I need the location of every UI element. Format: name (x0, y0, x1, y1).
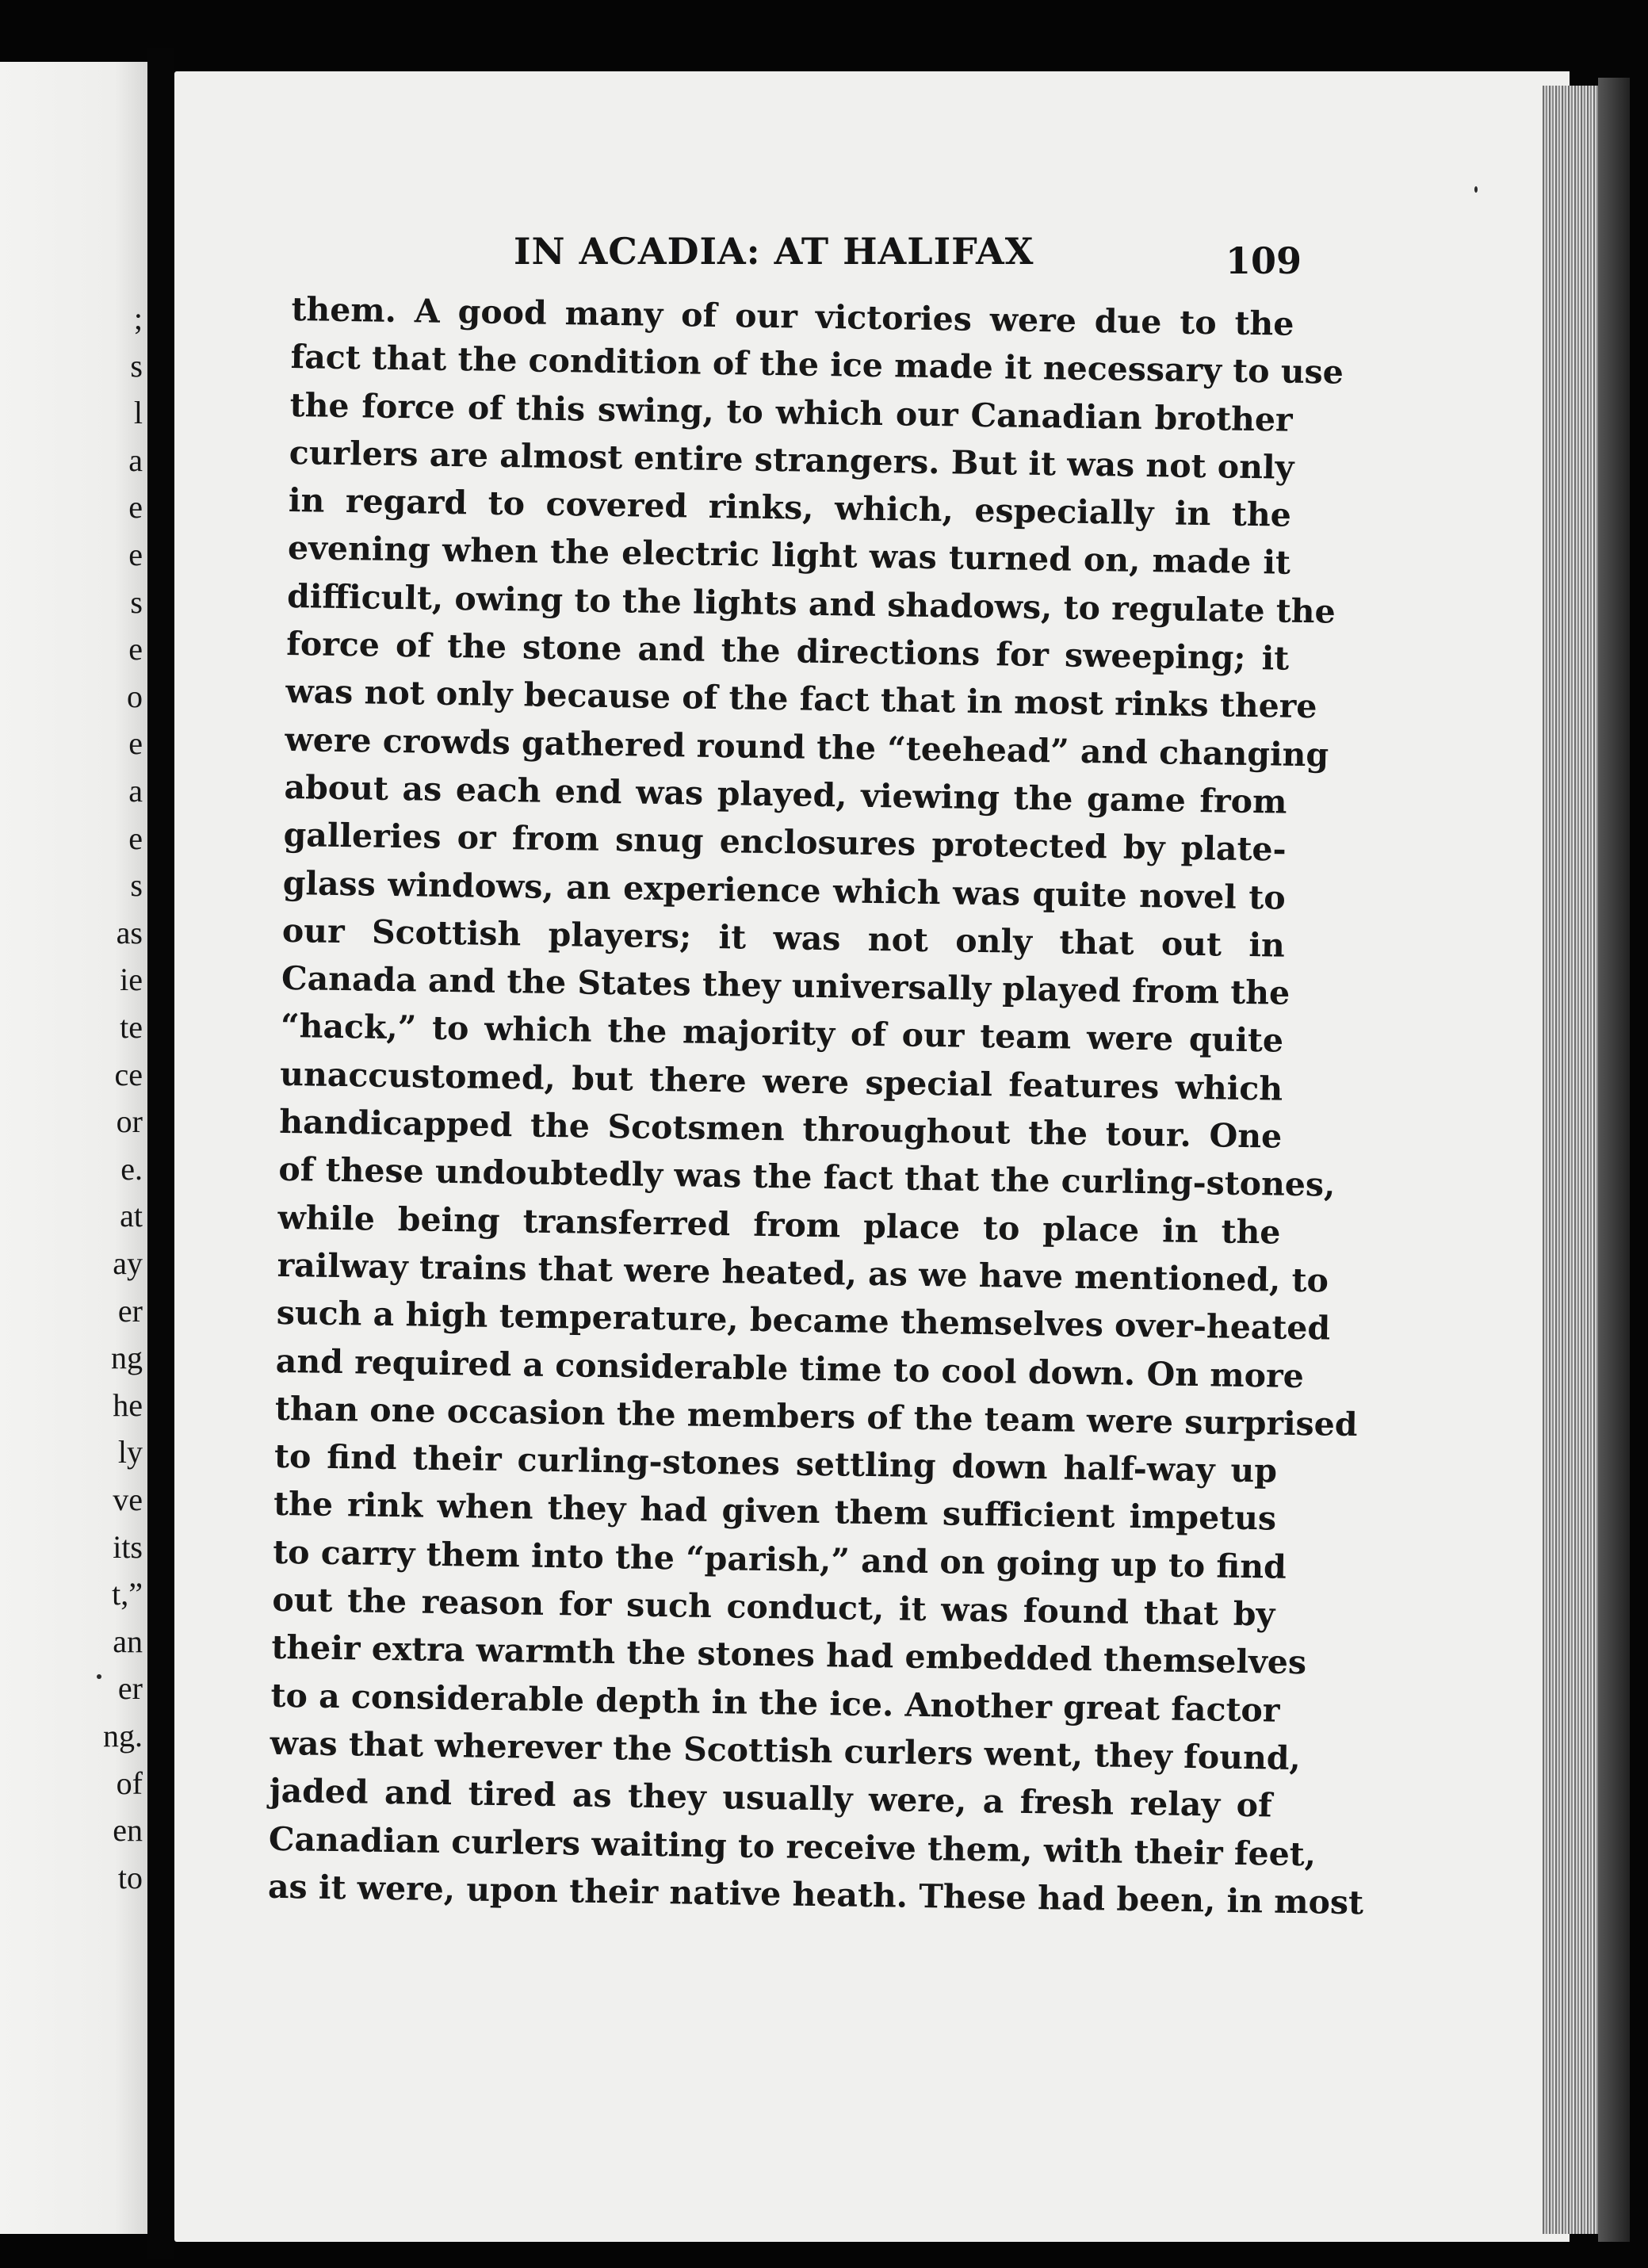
text-line: about as each end was played, viewing the game from (284, 767, 1287, 821)
text-line: galleries or from snug enclosures protected by plate- (283, 816, 1287, 869)
facing-page-line-fragment: he (113, 1386, 143, 1423)
facing-page-line-fragment: at (120, 1198, 143, 1234)
text-line: in regard to covered rinks, which, especially in the (288, 481, 1292, 534)
text-line: our Scottish players; it was not only that out in (281, 911, 1286, 965)
text-line: difficult, owing to the lights and shadows, to regulate the (286, 576, 1336, 631)
facing-page-line-fragment: ng. (103, 1718, 143, 1754)
facing-page-line-fragment: o (127, 678, 143, 714)
facing-page-line-fragment: e (128, 631, 143, 667)
facing-page-line-fragment: e (128, 537, 143, 572)
text-line: Canadian curlers waiting to receive them, with their feet, (268, 1819, 1317, 1873)
text-line: “hack,” to which the majority of our team were quite (280, 1007, 1284, 1061)
text-line: the force of this swing, to which our Canadian brother (289, 385, 1293, 439)
text-line: evening when the electric light was turned on, made it (287, 529, 1291, 583)
facing-page-line-fragment: to (117, 1859, 143, 1895)
text-line: of these undoubtedly was the fact that the curling-stones, (278, 1150, 1336, 1204)
facing-page-line-fragment: ce (114, 1056, 143, 1092)
facing-page-line-fragment: ly (117, 1434, 143, 1471)
facing-page-line-fragment: of (116, 1765, 143, 1801)
text-line: while being transferred from place to place in the (277, 1198, 1281, 1252)
page-number: 109 (1225, 239, 1302, 282)
facing-page-line-fragment: er (117, 1670, 143, 1707)
facing-page-line-fragment: or (116, 1103, 143, 1140)
text-line: glass windows, an experience which was quite novel to (282, 863, 1287, 917)
text-line: to a considerable depth in the ice. Another great factor (270, 1676, 1280, 1730)
facing-page-line-fragment: ay (113, 1245, 143, 1281)
book-gutter (147, 48, 174, 2259)
facing-page-line-fragment: a (128, 773, 143, 809)
facing-page-line-fragment: ie (120, 962, 143, 998)
facing-page-line-fragment: er (117, 1292, 143, 1329)
text-line: as it were, upon their native heath. These had been, in most (267, 1867, 1364, 1922)
text-line: such a high temperature, became themselves over-heated (276, 1294, 1331, 1348)
text-line: jaded and tired as they usually were, a fresh relay of (269, 1771, 1273, 1825)
facing-page-line-fragment: t,” (112, 1576, 143, 1612)
text-line: and required a considerable time to cool down. On more (275, 1341, 1305, 1395)
facing-page-line-fragment: s (130, 867, 143, 904)
scan-speck (97, 1674, 101, 1679)
text-line: railway trains that were heated, as we have mentioned, to (277, 1245, 1329, 1300)
text-line: were crowds gathered round the “teehead” and changing (285, 720, 1329, 774)
text-line: was not only because of the fact that in most rinks there (285, 672, 1317, 726)
running-head: IN ACADIA: AT HALIFAX (514, 230, 1034, 273)
facing-page-line-fragment: e (128, 725, 143, 762)
book-edge-shadow (1598, 78, 1630, 2242)
facing-page-line-fragment: e (128, 820, 143, 856)
text-line: them. A good many of our victories were due to the (291, 289, 1294, 343)
facing-page-line-fragment: ; (133, 300, 143, 336)
facing-page-line-fragment: an (113, 1623, 143, 1659)
facing-page-line-fragment: its (113, 1528, 143, 1565)
text-line: to find their curling-stones settling down half-way up (273, 1436, 1278, 1490)
text-line: than one occasion the members of the team were surprised (274, 1389, 1358, 1444)
text-line: unaccustomed, but there were special features which (279, 1054, 1283, 1108)
facing-page-line-fragment: s (130, 583, 143, 620)
facing-page-line-fragment: ng (111, 1340, 143, 1376)
facing-page-line-fragment: e (128, 489, 143, 526)
facing-page (0, 62, 147, 2234)
text-line: the rink when they had given them sufficient impetus (273, 1485, 1277, 1539)
text-line: was that wherever the Scottish curlers went, they found, (270, 1723, 1302, 1777)
body-text (267, 285, 1364, 1926)
facing-page-line-fragment: te (120, 1009, 143, 1045)
text-line: fact that the condition of the ice made it necessary to use (290, 338, 1344, 392)
facing-page-line-fragment: ve (113, 1482, 143, 1517)
scan-speck (1474, 186, 1478, 193)
text-line: to carry them into the “parish,” and on going up to find (272, 1532, 1287, 1586)
facing-page-line-fragment: s (130, 347, 143, 384)
facing-page-line-fragment: e. (120, 1150, 143, 1187)
text-line: their extra warmth the stones had embedded themselves (271, 1628, 1307, 1682)
text-line: Canada and the States they universally played from the (281, 959, 1290, 1012)
text-line: force of the stone and the directions for sweeping; it (285, 625, 1290, 678)
text-line: out the reason for such conduct, it was found that by (272, 1580, 1275, 1634)
facing-page-line-fragment: en (113, 1812, 143, 1849)
facing-page-line-fragment: a (128, 442, 143, 478)
facing-page-line-fragment: as (116, 914, 143, 950)
text-line: curlers are almost entire strangers. But it was not only (289, 433, 1294, 487)
text-line: handicapped the Scotsmen throughout the tour. One (278, 1102, 1283, 1156)
facing-page-line-fragment: l (133, 395, 143, 431)
